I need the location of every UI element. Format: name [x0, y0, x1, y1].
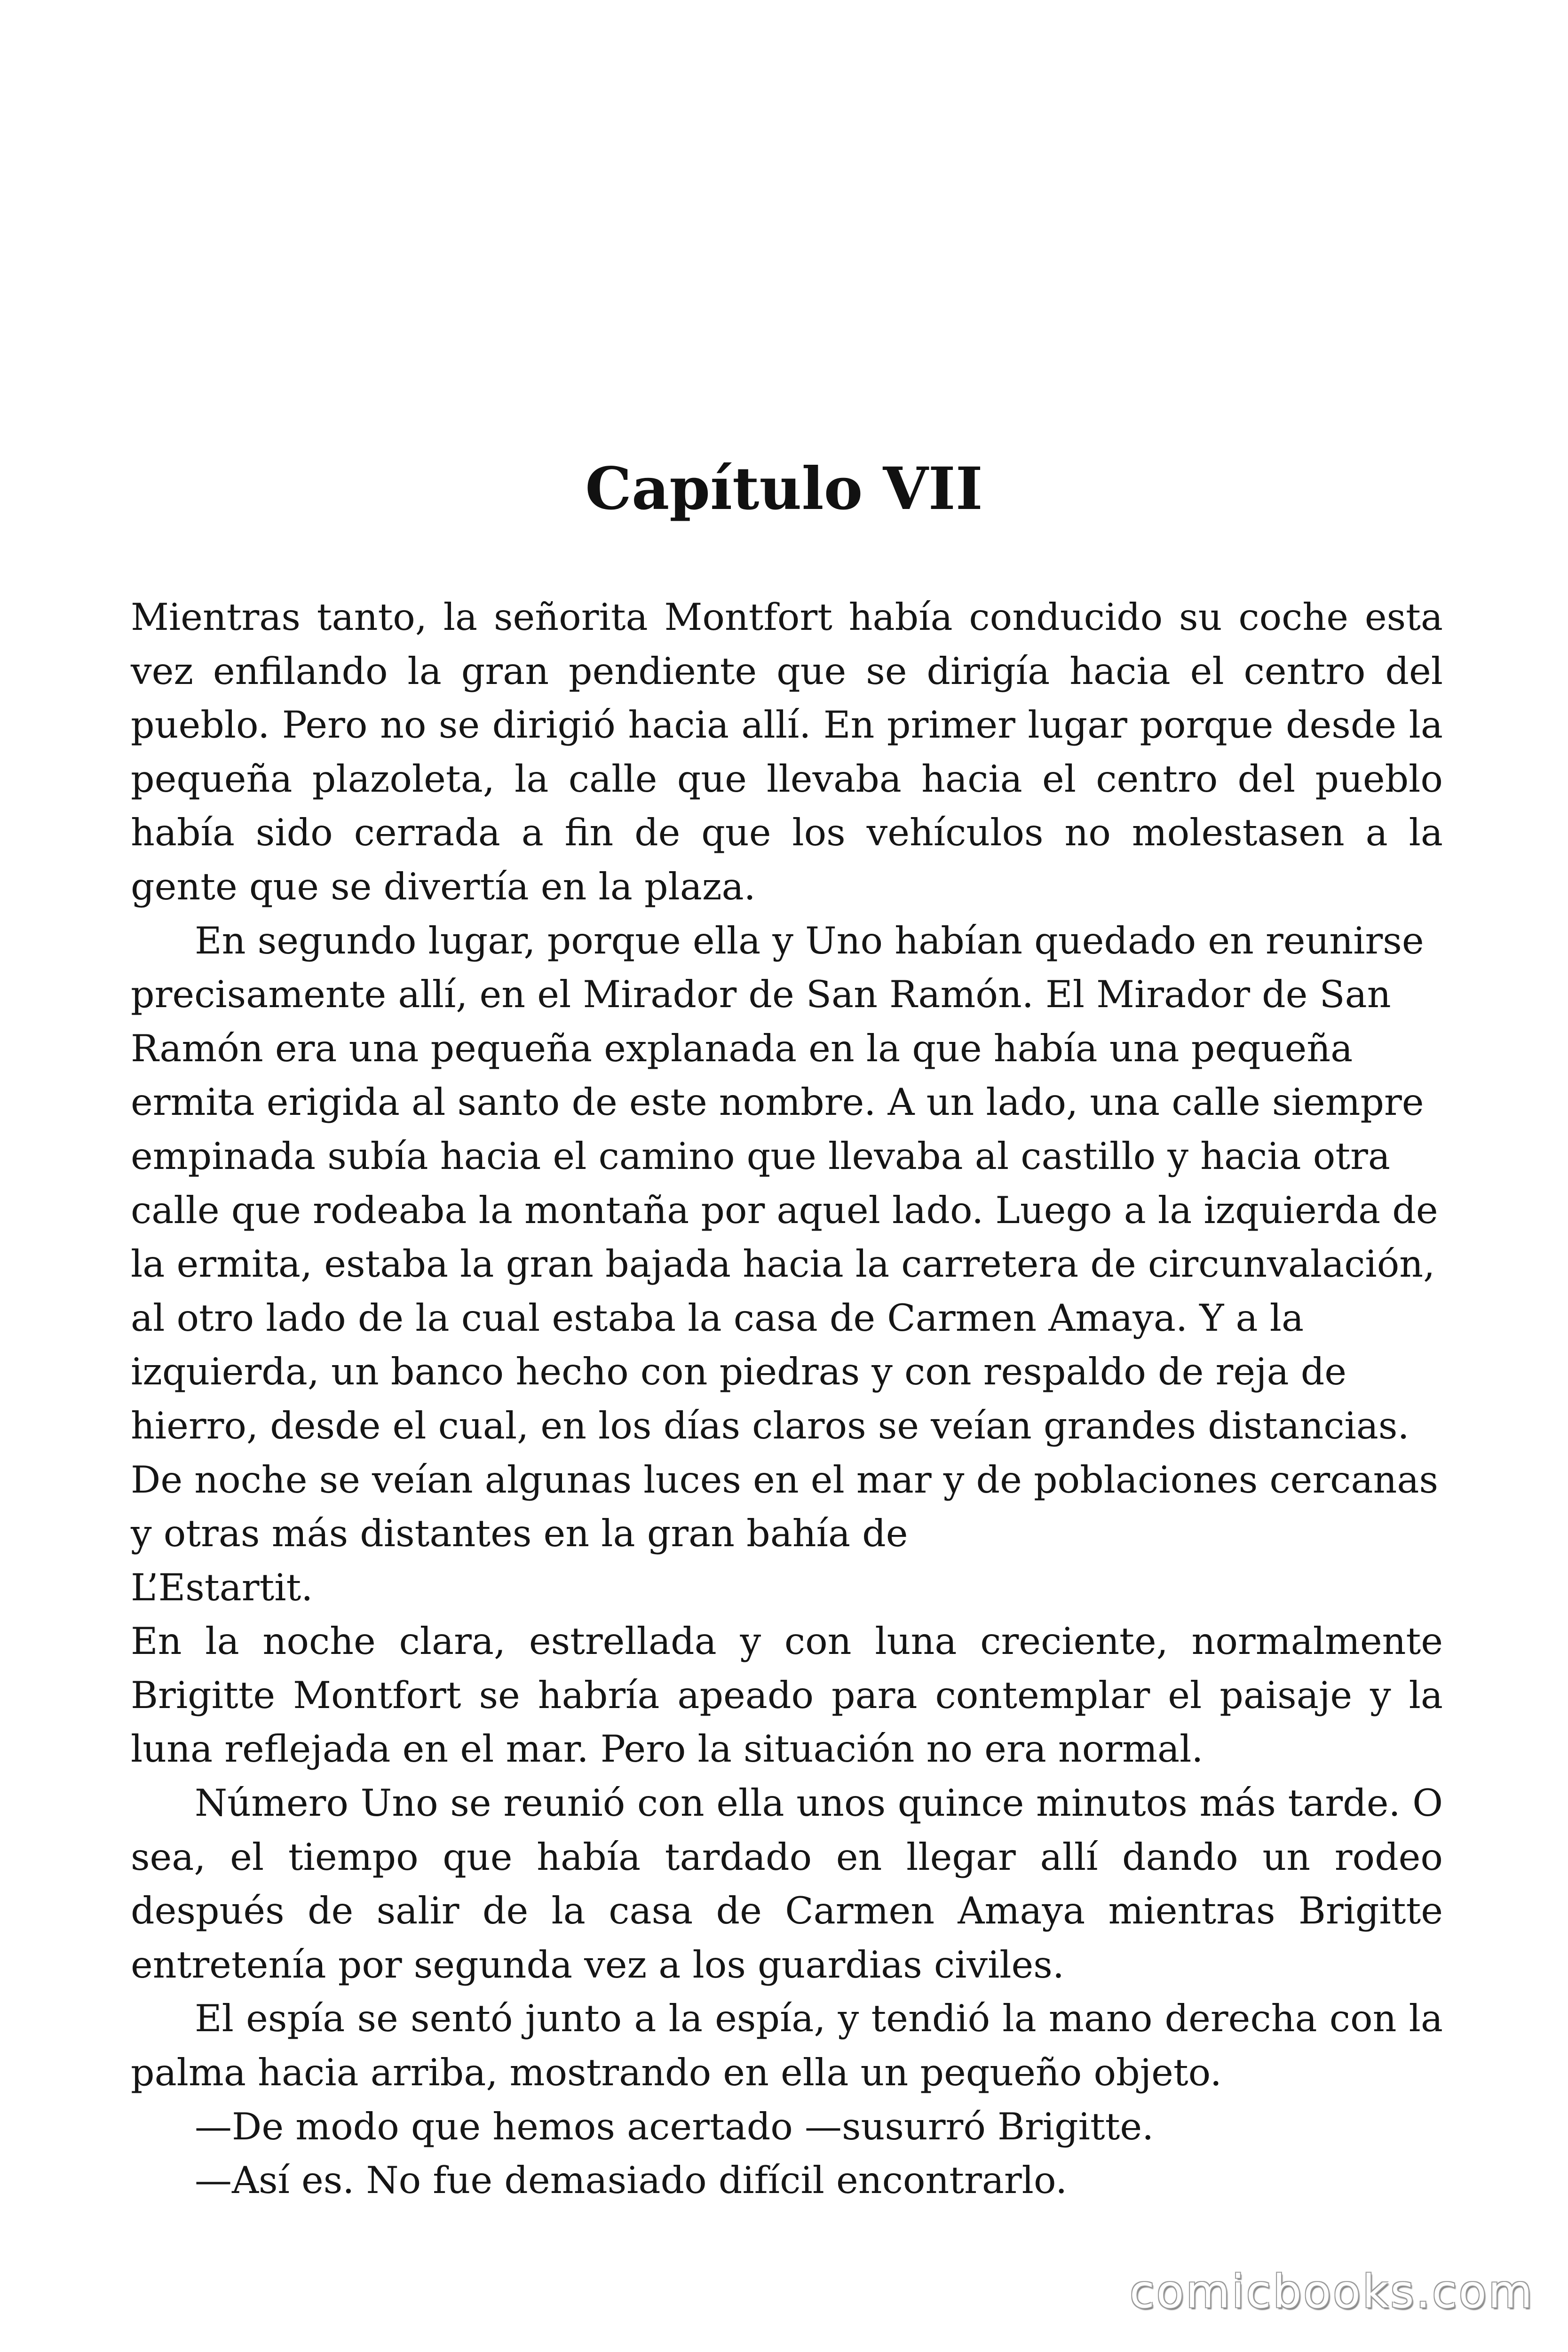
dialogue-line-2: —Así es. No fue demasiado difícil encontrarlo. — [195, 2159, 1068, 2202]
paragraph-5: Número Uno se reunió con ella unos quince minutos más tarde. O sea, el tiempo que había tardado en llegar allí dando un rodeo después de salir de la casa de Carmen Amaya mientras Brigitte entretenía por segunda vez a los guardias civiles. — [131, 1781, 1443, 1986]
paragraph-6: El espía se sentó junto a la espía, y tendió la mano derecha con la palma hacia arriba, mostrando en ella un pequeño objeto. — [131, 1997, 1443, 2095]
paragraph-1: Mientras tanto, la señorita Montfort había conducido su coche esta vez enfilando la gran pendiente que se dirigía hacia el centro del pueblo. Pero no se dirigió hacia allí. En primer lugar porque desde la pequeña plazoleta, la calle que llevaba hacia el centro del pueblo había sido cerrada a fin de que los vehículos no molestasen a la gente que se divertía en la plaza. — [131, 596, 1443, 908]
paragraph-4: En la noche clara, estrellada y con luna creciente, normalmente Brigitte Montfort se habría apeado para contemplar el paisaje y la luna reflejada en el mar. Pero la situación no era normal. — [131, 1620, 1443, 1771]
paragraph-2: En segundo lugar, porque ella y Uno habían quedado en reunirse precisamente allí, en el Mirador de San Ramón. El Mirador de San Ramón era una pequeña explanada en la que había una pequeña ermita erigida al santo de este nombre. A un lado, una calle siempre empinada subía hacia el camino que llevaba al castillo y hacia otra calle que rodeaba la montaña por aquel lado. Luego a la izquierda de la ermita, estaba la gran bajada hacia la carretera de circunvalación, al otro lado de la cual estaba la casa de Carmen Amaya. Y a la izquierda, un banco hecho con piedras y con respaldo de reja de hierro, desde el cual, en los días claros se veían grandes distancias. De noche se veían algunas luces en el mar y de poblaciones cercanas y otras más distantes en la gran bahía de — [131, 919, 1439, 1556]
paragraph-3: L’Estartit. — [131, 1565, 313, 1609]
chapter-title: Capítulo VII — [585, 455, 983, 523]
dialogue-line-1: —De modo que hemos acertado —susurró Brigitte. — [195, 2105, 1154, 2148]
site-watermark: comicbooks.com — [1129, 2265, 1534, 2318]
chapter-body — [131, 590, 1443, 2208]
